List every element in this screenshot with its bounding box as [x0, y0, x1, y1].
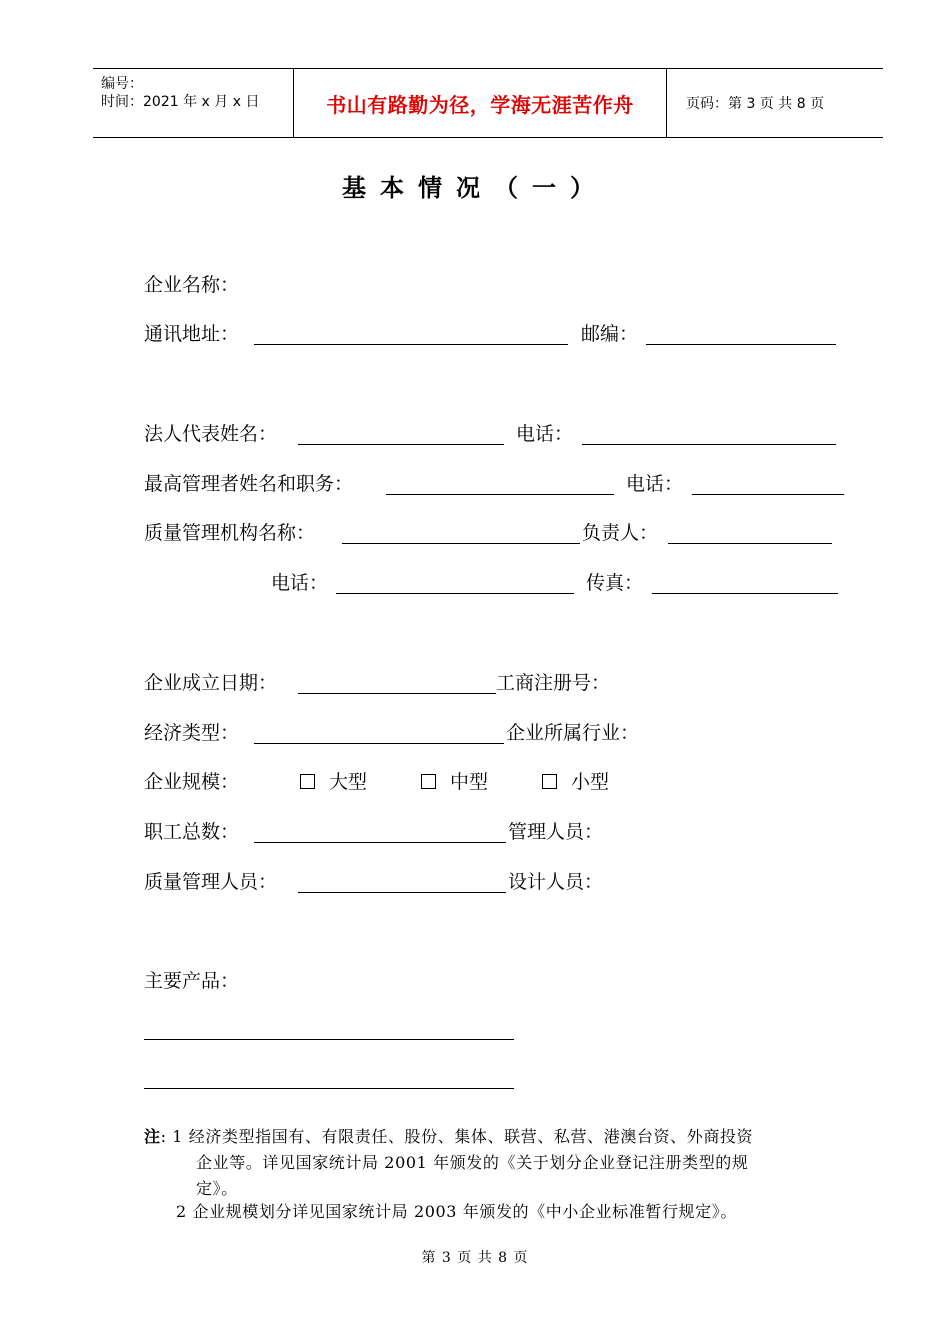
designers-label: 设计人员： — [508, 871, 604, 893]
qm-staff-label: 质量管理人员： — [144, 871, 278, 893]
scale-label: 企业规模： — [144, 771, 240, 793]
main-products-line-2[interactable] — [144, 1088, 514, 1089]
total-staff-field[interactable] — [254, 842, 506, 843]
fax-label: 传真： — [586, 572, 644, 594]
postcode-field[interactable] — [646, 344, 836, 345]
header-page-info: 页码：第 3 页 共 8 页 — [686, 96, 825, 112]
main-products-label: 主要产品： — [144, 970, 240, 992]
legal-rep-label: 法人代表姓名： — [144, 423, 278, 445]
fax-field[interactable] — [652, 593, 838, 594]
econ-type-label: 经济类型： — [144, 722, 240, 744]
phone1-label: 电话： — [516, 423, 574, 445]
phone3-label: 电话： — [271, 572, 329, 594]
company-name-label: 企业名称： — [144, 274, 240, 296]
legal-rep-field[interactable] — [298, 444, 504, 445]
founded-field[interactable] — [298, 693, 496, 694]
checkbox-icon[interactable] — [421, 774, 436, 789]
managers-label: 管理人员： — [508, 821, 604, 843]
checkbox-icon[interactable] — [300, 774, 315, 789]
phone1-field[interactable] — [582, 444, 836, 445]
industry-label: 企业所属行业： — [506, 722, 640, 744]
time-text: 时间：2021 年 x 月 x 日 — [101, 94, 260, 110]
scale-option-large[interactable]: 大型 — [300, 770, 367, 794]
checkbox-icon[interactable] — [542, 774, 557, 789]
qm-org-field[interactable] — [342, 543, 580, 544]
founded-label: 企业成立日期： — [144, 672, 278, 694]
page-title: 基本情况（一） — [342, 174, 608, 202]
note-line-4: 2 企业规模划分详见国家统计局 2003 年颁发的《中小企业标准暂行规定》。 — [176, 1202, 737, 1221]
scale-option-small[interactable]: 小型 — [542, 770, 609, 794]
note-line-1: 注: 1 经济类型指国有、有限责任、股份、集体、联营、私营、港澳台资、外商投资 — [144, 1127, 754, 1146]
responsible-label: 负责人： — [582, 522, 659, 544]
main-products-line-1[interactable] — [144, 1039, 514, 1040]
address-label: 通讯地址： — [144, 323, 240, 345]
postcode-label: 邮编： — [581, 323, 639, 345]
page-footer: 第 3 页 共 8 页 — [421, 1250, 529, 1266]
top-manager-field[interactable] — [386, 494, 614, 495]
scale-option-medium[interactable]: 中型 — [421, 770, 488, 794]
top-manager-label: 最高管理者姓名和职务： — [144, 473, 354, 495]
phone2-field[interactable] — [692, 494, 844, 495]
qm-org-label: 质量管理机构名称： — [144, 522, 316, 544]
header-meta-cell — [93, 69, 294, 137]
note-line-2: 企业等。详见国家统计局 2001 年颁发的《关于划分企业登记注册类型的规 — [196, 1153, 749, 1172]
note-line-3: 定》。 — [196, 1179, 238, 1198]
header-motto: 书山有路勤为径，学海无涯苦作舟 — [294, 69, 667, 137]
phone3-field[interactable] — [336, 593, 574, 594]
number-label: 编号： — [101, 76, 143, 92]
phone2-label: 电话： — [626, 473, 684, 495]
qm-staff-field[interactable] — [298, 892, 506, 893]
responsible-field[interactable] — [668, 543, 832, 544]
econ-type-field[interactable] — [254, 743, 504, 744]
reg-no-label: 工商注册号： — [496, 672, 611, 694]
total-staff-label: 职工总数： — [144, 821, 240, 843]
address-field[interactable] — [254, 344, 568, 345]
page-header — [93, 68, 883, 138]
